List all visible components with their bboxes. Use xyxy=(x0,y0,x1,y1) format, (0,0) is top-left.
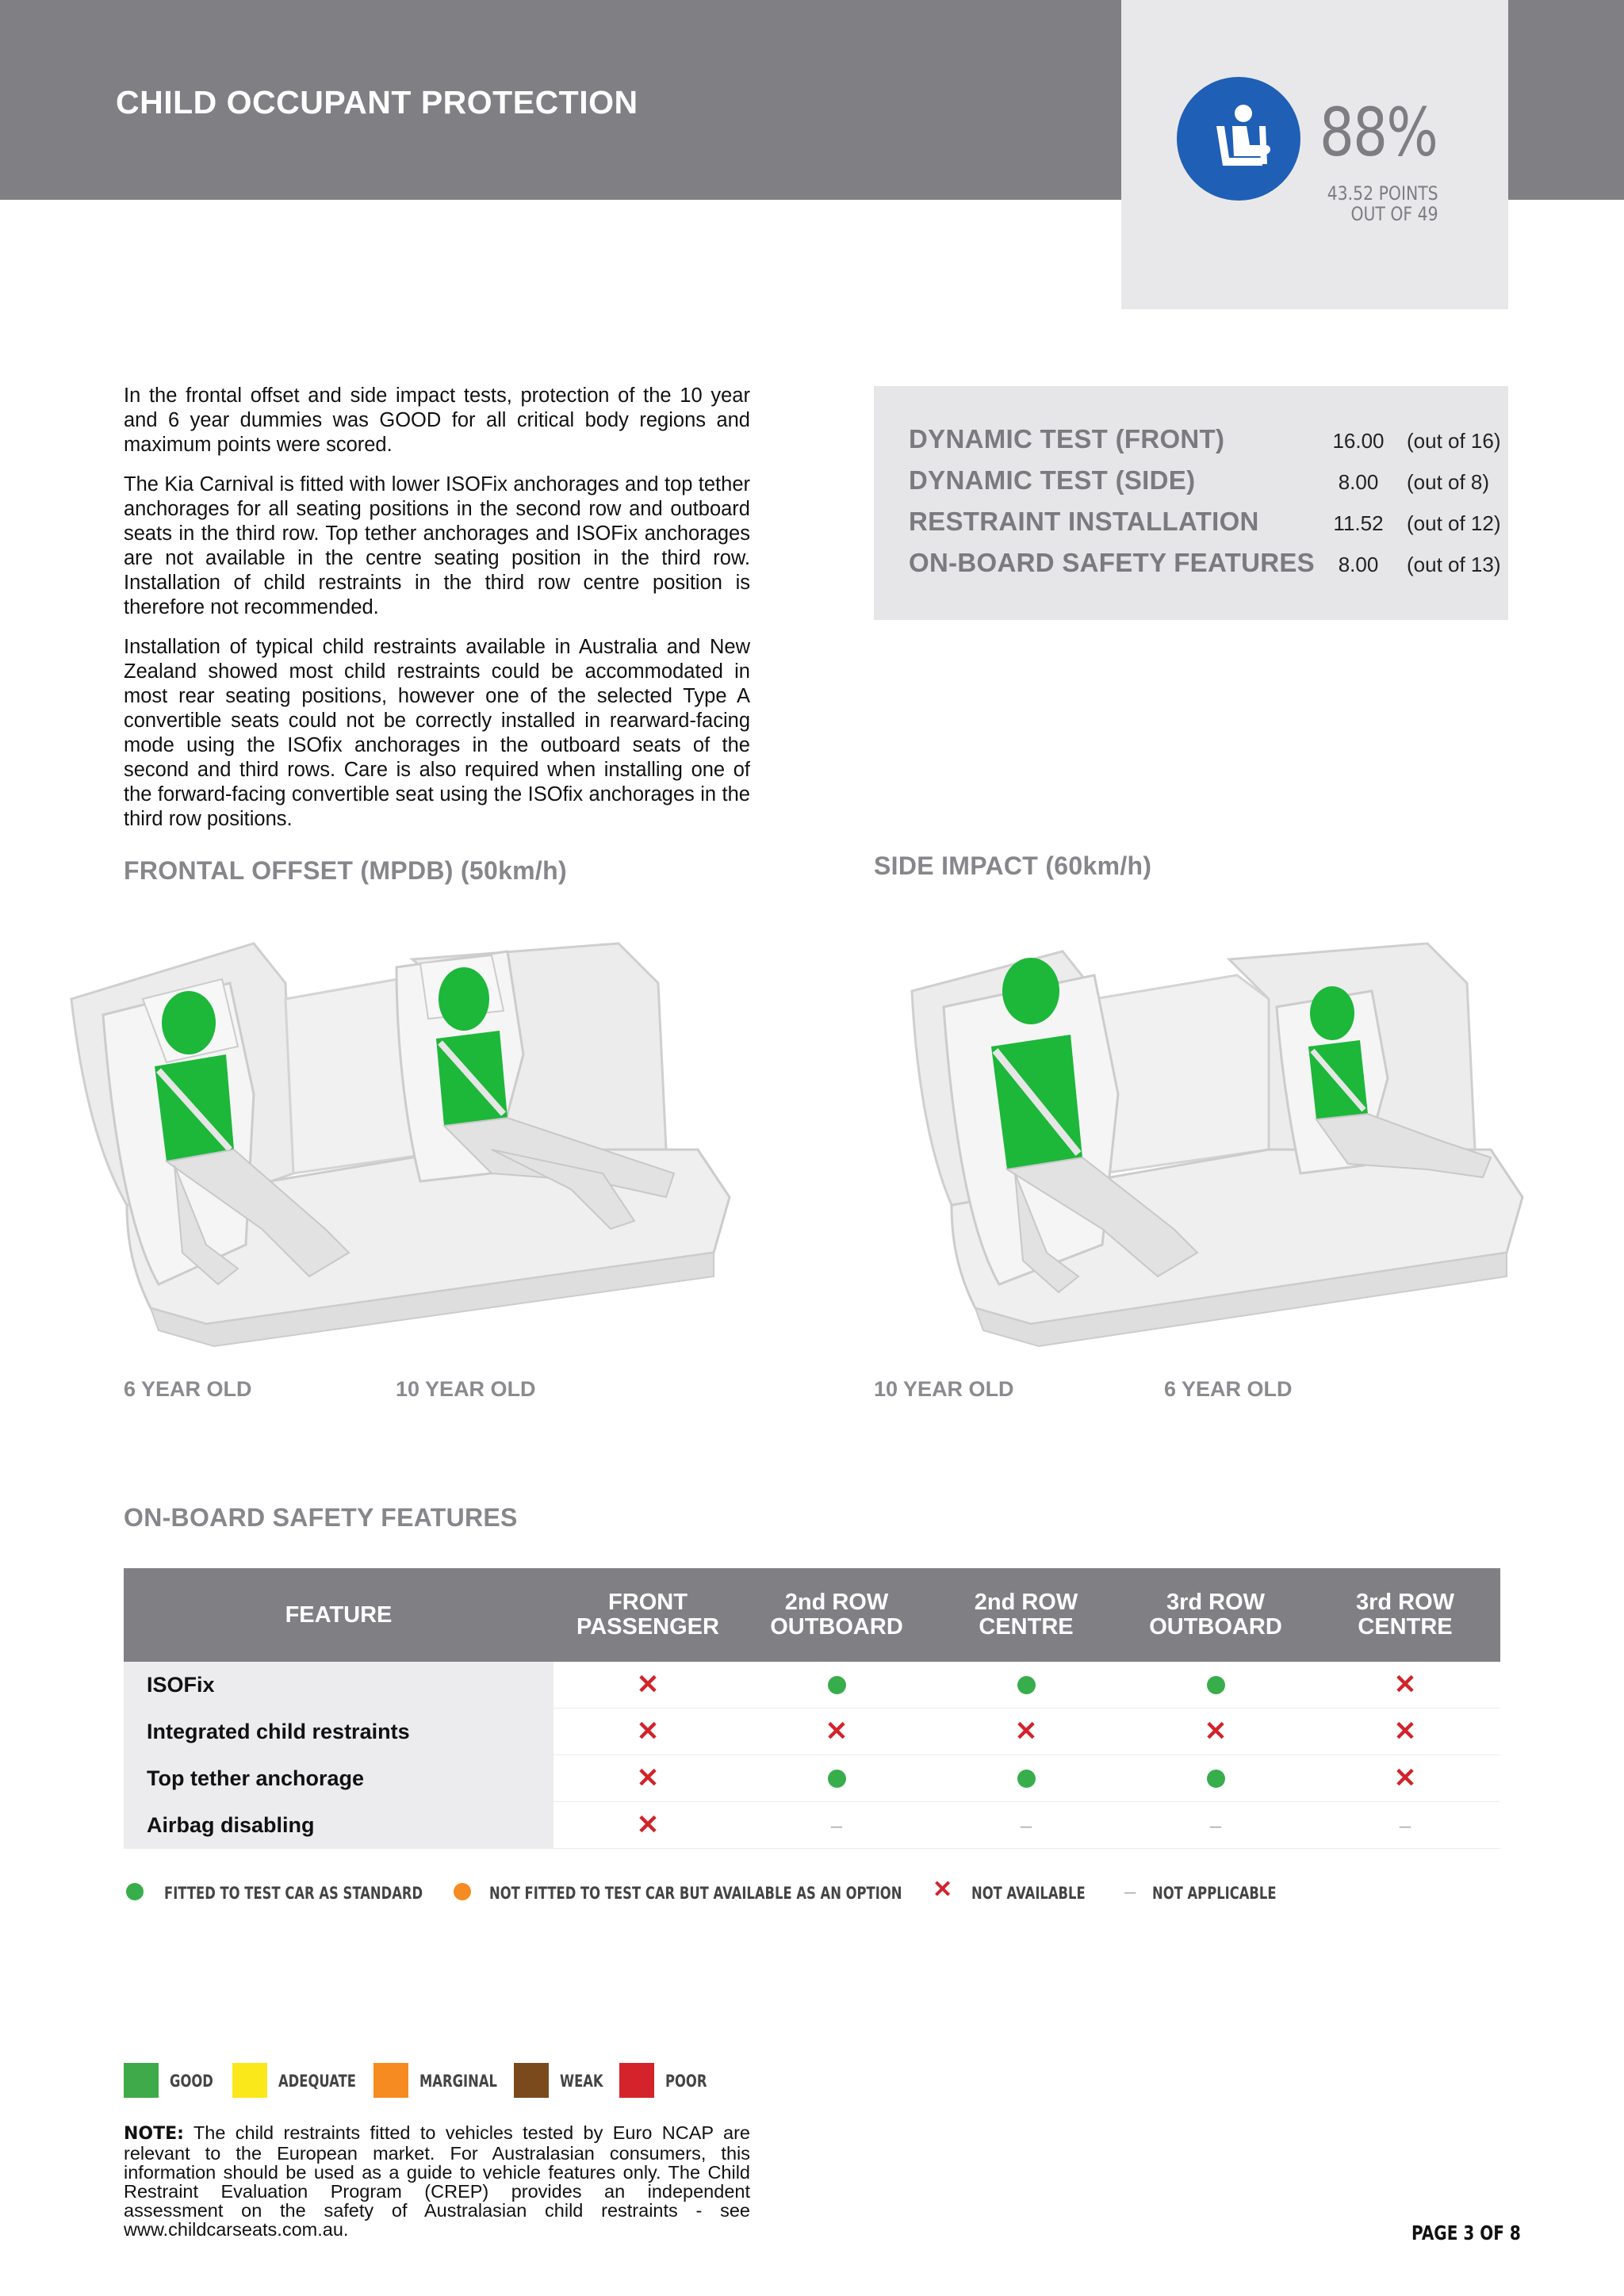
body-text xyxy=(124,384,750,847)
summary-label: ON-BOARD SAFETY FEATURES xyxy=(909,548,1315,577)
legend-label: NOT AVAILABLE xyxy=(971,1884,1086,1903)
rating-label: ADEQUATE xyxy=(278,2072,356,2091)
rating-label: MARGINAL xyxy=(419,2072,497,2091)
feature-label-cell xyxy=(124,1709,553,1755)
column-header-feature: FEATURE xyxy=(285,1601,393,1628)
feature-label: Airbag disabling xyxy=(147,1813,315,1837)
side-impact-heading: SIDE IMPACT (60km/h) xyxy=(874,851,1152,880)
summary-score: 16.00 xyxy=(1332,429,1385,453)
green-dot-icon xyxy=(1017,1770,1036,1788)
column-header: 2nd ROW CENTRE xyxy=(974,1590,1078,1640)
feature-label: Integrated child restraints xyxy=(147,1720,410,1743)
feature-label-cell xyxy=(124,1755,553,1801)
cross-icon: ✕ xyxy=(636,1810,660,1840)
green-dot-icon xyxy=(828,1676,846,1694)
green-dot-icon xyxy=(1017,1676,1036,1694)
status-cell xyxy=(1310,1709,1500,1755)
summary-label: RESTRAINT INSTALLATION xyxy=(909,507,1259,536)
features-heading: ON-BOARD SAFETY FEATURES xyxy=(124,1503,518,1532)
summary-label: DYNAMIC TEST (FRONT) xyxy=(909,424,1225,453)
dash-icon: – xyxy=(1209,1813,1222,1837)
dummy-age-label: 6 YEAR OLD xyxy=(124,1377,252,1401)
table-header xyxy=(124,1568,1500,1662)
status-cell xyxy=(742,1662,931,1708)
rating-label: POOR xyxy=(665,2072,707,2091)
table-row xyxy=(124,1709,1500,1755)
legend-label: FITTED TO TEST CAR AS STANDARD xyxy=(164,1884,423,1903)
dash-icon: – xyxy=(1399,1813,1411,1837)
status-cell xyxy=(742,1802,931,1848)
side-impact-seat-illustration xyxy=(856,912,1570,1356)
status-cell xyxy=(931,1755,1121,1801)
summary-out-of: (out of 16) xyxy=(1407,429,1501,453)
status-cell xyxy=(742,1755,931,1801)
summary-out-of: (out of 8) xyxy=(1407,470,1490,494)
status-cell xyxy=(1121,1755,1310,1801)
rating-swatch xyxy=(232,2063,267,2098)
dummy-age-label: 10 YEAR OLD xyxy=(396,1377,536,1401)
summary-score: 8.00 xyxy=(1338,470,1379,494)
paragraph: The Kia Carnival is fitted with lower ISOFix anchorages and top tether anchorages for all seating positions in the second row and outboard seats in the third row. Top tether anchorages and ISOFix anchorages are not available in the centre seating position in the third row. Installation of child restraints in the third row centre position is therefore not recommended. xyxy=(124,473,750,618)
green-dot-icon xyxy=(1207,1770,1225,1788)
cross-icon: ✕ xyxy=(1393,1716,1417,1747)
score-percent: 88% xyxy=(1320,94,1438,171)
status-cell xyxy=(742,1709,931,1755)
feature-label: ISOFix xyxy=(147,1673,215,1697)
status-cell xyxy=(1310,1755,1500,1801)
column-header: FRONT PASSENGER xyxy=(576,1590,719,1640)
rating-swatch xyxy=(514,2063,549,2098)
summary-score: 11.52 xyxy=(1333,511,1384,535)
status-cell xyxy=(931,1709,1121,1755)
status-cell xyxy=(1310,1662,1500,1708)
status-cell xyxy=(931,1662,1121,1708)
legend-label: NOT FITTED TO TEST CAR BUT AVAILABLE AS AN OPTION xyxy=(489,1884,902,1903)
green-dot-icon xyxy=(126,1883,144,1900)
paragraph: In the frontal offset and side impact tests, protection of the 10 year and 6 year dummies was GOOD for all critical body regions and maximum points were scored. xyxy=(124,385,750,456)
summary-out-of: (out of 12) xyxy=(1407,511,1501,535)
feature-label-cell xyxy=(124,1802,553,1848)
cross-icon: ✕ xyxy=(636,1670,660,1700)
status-cell xyxy=(553,1709,742,1755)
cross-icon: ✕ xyxy=(1204,1716,1228,1747)
frontal-seat-illustration xyxy=(48,912,761,1356)
dummy-age-label: 6 YEAR OLD xyxy=(1164,1377,1293,1401)
cross-icon: ✕ xyxy=(1393,1670,1417,1700)
rating-swatch xyxy=(373,2063,408,2098)
summary-score: 8.00 xyxy=(1338,553,1379,576)
feature-label-cell xyxy=(124,1662,553,1708)
status-cell xyxy=(1121,1802,1310,1848)
dash-icon: – xyxy=(830,1813,843,1837)
cross-icon: ✕ xyxy=(636,1716,660,1747)
note-text: The child restraints fitted to vehicles tested by Euro NCAP are relevant to the European market. For Australasian consumers, this information should be used as a guide to vehicle features only. The Child Restraint Evaluation Program (CREP) provides an independent assessment on the safety of Australasian child restraints - see www.childcarseats.com.au. xyxy=(124,2122,750,2240)
column-header: 3rd ROW OUTBOARD xyxy=(1149,1590,1282,1640)
dash-icon: – xyxy=(1124,1879,1136,1903)
score-out-of: OUT OF 49 xyxy=(1350,203,1438,225)
page-number: PAGE 3 OF 8 xyxy=(1411,2221,1521,2244)
page-title: CHILD OCCUPANT PROTECTION xyxy=(116,84,638,121)
summary-out-of: (out of 13) xyxy=(1407,553,1501,576)
cross-icon: ✕ xyxy=(636,1763,660,1793)
summary-row xyxy=(909,424,1501,459)
status-cell xyxy=(1121,1709,1310,1755)
table-row xyxy=(124,1755,1500,1802)
paragraph: Installation of typical child restraints available in Australia and New Zealand showed most child restraints could be accommodated in most rear seating positions, however one of the selected Type A convertible seats could not be correctly installed in rearward-facing mode using the ISOfix anchorages in the outboard seats of the second and third rows. Care is also required when installing one of the forward-facing convertible seat using the ISOfix anchorages in the third row positions. xyxy=(124,636,750,830)
rating-label: GOOD xyxy=(170,2072,213,2091)
table-row xyxy=(124,1662,1500,1709)
cross-icon: ✕ xyxy=(1014,1716,1038,1747)
cross-icon: ✕ xyxy=(933,1877,953,1903)
note-label: NOTE: xyxy=(124,2124,184,2144)
dummy-age-label: 10 YEAR OLD xyxy=(874,1377,1014,1401)
orange-dot-icon xyxy=(454,1883,471,1900)
summary-row xyxy=(909,548,1501,583)
summary-label: DYNAMIC TEST (SIDE) xyxy=(909,465,1196,495)
cross-icon: ✕ xyxy=(1393,1763,1417,1793)
status-cell xyxy=(1310,1802,1500,1848)
rating-swatch xyxy=(124,2063,159,2098)
rating-label: WEAK xyxy=(560,2072,603,2091)
summary-row xyxy=(909,507,1501,541)
legend-label: NOT APPLICABLE xyxy=(1152,1884,1277,1903)
status-cell xyxy=(553,1755,742,1801)
table-row xyxy=(124,1802,1500,1849)
dash-icon: – xyxy=(1020,1813,1032,1837)
score-summary-box xyxy=(874,386,1508,620)
status-cell xyxy=(1121,1662,1310,1708)
cross-icon: ✕ xyxy=(825,1716,848,1747)
status-cell xyxy=(553,1662,742,1708)
green-dot-icon xyxy=(1207,1676,1225,1694)
score-points: 43.52 POINTS xyxy=(1327,182,1438,205)
column-header: 3rd ROW CENTRE xyxy=(1355,1590,1455,1640)
child-seat-icon xyxy=(1177,77,1300,201)
status-cell xyxy=(553,1802,742,1848)
status-cell xyxy=(931,1802,1121,1848)
feature-label: Top tether anchorage xyxy=(147,1766,365,1790)
column-header: 2nd ROW OUTBOARD xyxy=(770,1590,903,1640)
note xyxy=(124,2123,750,2239)
green-dot-icon xyxy=(828,1770,846,1788)
frontal-offset-heading: FRONTAL OFFSET (MPDB) (50km/h) xyxy=(124,856,567,885)
summary-row xyxy=(909,465,1496,500)
rating-swatch xyxy=(619,2063,654,2098)
